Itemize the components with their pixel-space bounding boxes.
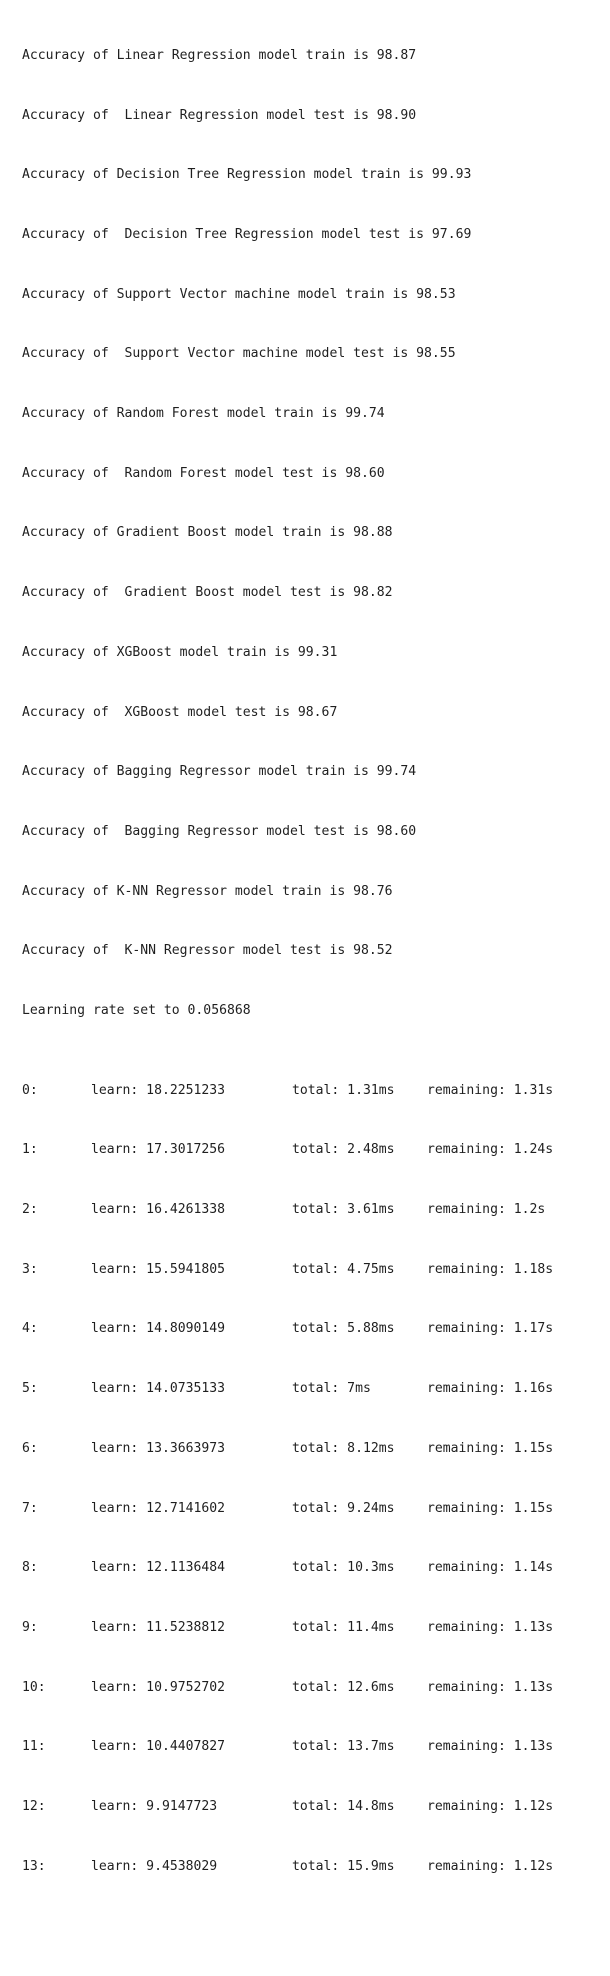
iteration-index: 5: [22,1381,38,1397]
iteration-learn-value: learn: 9.9147723 [91,1799,218,1815]
iteration-learn-value: learn: 16.4261338 [91,1202,226,1218]
iteration-learn-value: learn: 10.9752702 [91,1679,226,1695]
iteration-learn-value: learn: 12.1136484 [91,1560,226,1576]
training-iteration-row [22,1558,554,1578]
training-iteration-row [22,1200,546,1220]
accuracy-line: Accuracy of K-NN Regressor model train is 98.76 [22,883,393,899]
training-iteration-row [22,1379,554,1399]
training-iteration-row [22,1797,554,1817]
iteration-remaining-time: remaining: 1.18s [427,1261,554,1277]
training-iteration-row [22,1439,554,1459]
iteration-learn-value: learn: 9.4538029 [91,1858,218,1874]
iteration-index: 0: [22,1082,38,1098]
iteration-index: 8: [22,1560,38,1576]
iteration-learn-value: learn: 18.2251233 [91,1082,226,1098]
iteration-learn-value: learn: 17.3017256 [91,1142,226,1158]
accuracy-line: Accuracy of Linear Regression model train is 98.87 [22,47,417,63]
iteration-learn-value: learn: 11.5238812 [91,1620,226,1635]
iteration-remaining-time: remaining: 1.14s [427,1560,554,1576]
iteration-learn-value: learn: 13.3663973 [91,1440,226,1456]
iteration-learn-value: learn: 14.0735133 [91,1381,226,1397]
iteration-remaining-time: remaining: 1.15s [427,1440,554,1456]
accuracy-line: Accuracy of Gradient Boost model test is 98.82 [22,585,393,601]
accuracy-line: Accuracy of XGBoost model train is 99.31 [22,644,338,660]
accuracy-line: Accuracy of K-NN Regressor model test is 98.52 [22,943,393,959]
training-iteration-row [22,1737,554,1757]
training-iteration-row [22,1678,554,1698]
iteration-remaining-time: remaining: 1.2s [427,1202,546,1218]
iteration-remaining-time: remaining: 1.13s [427,1739,554,1755]
iteration-total-time: total: 11.4ms [292,1620,395,1635]
accuracy-line: Accuracy of Decision Tree Regression model train is 99.93 [22,167,472,183]
iteration-index: 7: [22,1500,38,1516]
training-iteration-row [22,1618,554,1638]
iteration-index: 6: [22,1440,38,1456]
accuracy-line: Accuracy of XGBoost model test is 98.67 [22,704,338,720]
iteration-total-time: total: 2.48ms [292,1142,395,1158]
iteration-index: 13: [22,1858,46,1874]
iteration-remaining-time: remaining: 1.12s [427,1858,554,1874]
training-iteration-row [22,1319,554,1339]
accuracy-line: Accuracy of Gradient Boost model train is 98.88 [22,525,393,541]
iteration-index: 1: [22,1142,38,1158]
iteration-total-time: total: 4.75ms [292,1261,395,1277]
accuracy-line: Accuracy of Bagging Regressor model train is 99.74 [22,764,417,780]
iteration-remaining-time: remaining: 1.13s [427,1620,554,1635]
iteration-index: 10: [22,1679,46,1695]
iteration-remaining-time: remaining: 1.15s [427,1500,554,1516]
iteration-total-time: total: 9.24ms [292,1500,395,1516]
iteration-learn-value: learn: 10.4407827 [91,1739,226,1755]
accuracy-line: Accuracy of Random Forest model test is 98.60 [22,465,385,481]
training-iteration-row [22,1140,554,1160]
iteration-index: 9: [22,1620,38,1635]
iteration-remaining-time: remaining: 1.12s [427,1799,554,1815]
iteration-remaining-time: remaining: 1.17s [427,1321,554,1337]
training-iteration-row [22,1857,554,1877]
accuracy-line: Accuracy of Random Forest model train is 99.74 [22,406,385,422]
iteration-index: 4: [22,1321,38,1337]
iteration-learn-value: learn: 15.5941805 [91,1261,226,1277]
accuracy-line: Accuracy of Support Vector machine model train is 98.53 [22,286,456,302]
iteration-index: 2: [22,1202,38,1218]
iteration-total-time: total: 15.9ms [292,1858,395,1874]
iteration-total-time: total: 8.12ms [292,1440,395,1456]
stdout-text [22,6,554,1917]
iteration-remaining-time: remaining: 1.24s [427,1142,554,1158]
accuracy-line: Accuracy of Decision Tree Regression model test is 97.69 [22,226,472,242]
learning-rate-line: Learning rate set to 0.056868 [22,1003,251,1019]
training-iteration-row [22,1499,554,1519]
iteration-index: 12: [22,1799,46,1815]
iteration-remaining-time: remaining: 1.13s [427,1679,554,1695]
training-iteration-row [22,1260,554,1280]
accuracy-line: Accuracy of Support Vector machine model test is 98.55 [22,346,456,362]
iteration-total-time: total: 1.31ms [292,1082,395,1098]
iteration-learn-value: learn: 14.8090149 [91,1321,226,1337]
iteration-remaining-time: remaining: 1.31s [427,1082,554,1098]
accuracy-line: Accuracy of Bagging Regressor model test is 98.60 [22,823,417,839]
iteration-total-time: total: 13.7ms [292,1739,395,1755]
iteration-index: 3: [22,1261,38,1277]
iteration-learn-value: learn: 12.7141602 [91,1500,226,1516]
iteration-total-time: total: 3.61ms [292,1202,395,1218]
iteration-index: 11: [22,1739,46,1755]
training-iteration-row [22,1081,554,1101]
iteration-total-time: total: 5.88ms [292,1321,395,1337]
iteration-remaining-time: remaining: 1.16s [427,1381,554,1397]
iteration-total-time: total: 12.6ms [292,1679,395,1695]
iteration-total-time: total: 7ms [292,1381,371,1397]
accuracy-line: Accuracy of Linear Regression model test is 98.90 [22,107,417,123]
iteration-total-time: total: 14.8ms [292,1799,395,1815]
iteration-total-time: total: 10.3ms [292,1560,395,1576]
